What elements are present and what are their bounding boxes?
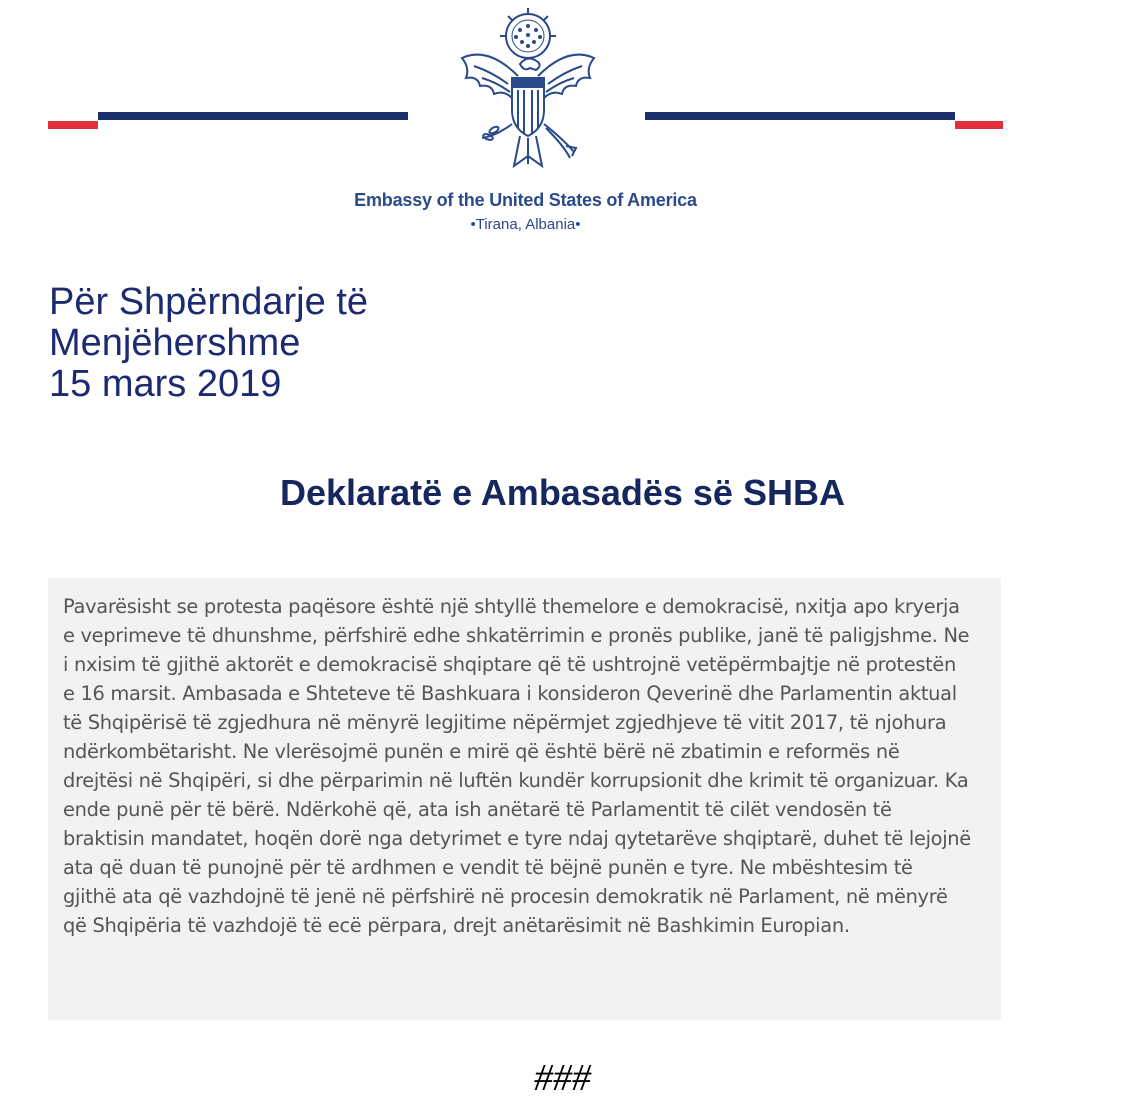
- letterhead-rule-blue-left: [98, 112, 408, 120]
- statement-text: Pavarësisht se protesta paqësore është një shtyllë themelore e demokracisë, nxitja apo kryerja e veprimeve të dhunshme, përfshirë edhe shkatërrimin e pronës publike, janë të paligjshme. Ne i nxisim të gjithë aktorët e demokracisë shqiptare që të ushtrojnë vetëpërmbajtje në protestën e 16 marsit. Ambasada e Shteteve të Bashkuara i konsideron Qeverinë dhe Parlamentin aktual të Shqipërisë të zgjedhura në mënyrë legjitime nëpërmjet zgjedhjeve të vitit 2017, të njohura ndërkombëtarisht. Ne vlerësojmë punën e mirë që është bërë në zbatimin e reformës në drejtësi në Shqipëri, si dhe përparimin në luftën kundër korrupsionit dhe krimit të organizuar. Ka ende punë për të bërë. Ndërkohë që, ata ish anëtarë të Parlamentit të cilët vendosën të braktisin mandatet, hoqën dorë nga detyrimet e tyre ndaj qytetarëve shqiptarë, duhet të lejojnë ata që duan të punojnë për të ardhmen e vendit të bëjnë punën e tyre. Ne mbështesim të gjithë ata që vazhdojnë të jenë në përfshirë në procesin demokratik në Parlament, në mënyrë që Shqipëria të vazhdojë të ecë përpara, drejt anëtarësimit në Bashkimin Europian.: [63, 595, 971, 937]
- statement-box: [48, 578, 1001, 1020]
- release-info: [49, 282, 549, 405]
- letterhead-rule-red-right: [955, 121, 1003, 129]
- great-seal-eagle-icon: [448, 6, 608, 176]
- letterhead-rule-red-left: [48, 121, 98, 129]
- letterhead-rule-blue-right: [645, 112, 955, 120]
- release-line-2: Menjëhershme: [49, 322, 301, 364]
- embassy-name: Embassy of the United States of America: [354, 190, 697, 210]
- embassy-city: •Tirana, Albania•: [470, 216, 581, 233]
- release-line-1: Për Shpërndarje të: [49, 281, 368, 323]
- letterhead: [0, 0, 1125, 250]
- statement-headline: Deklaratë e Ambasadës së SHBA: [280, 472, 845, 513]
- end-mark: ###: [534, 1057, 591, 1099]
- release-date: 15 mars 2019: [49, 363, 282, 405]
